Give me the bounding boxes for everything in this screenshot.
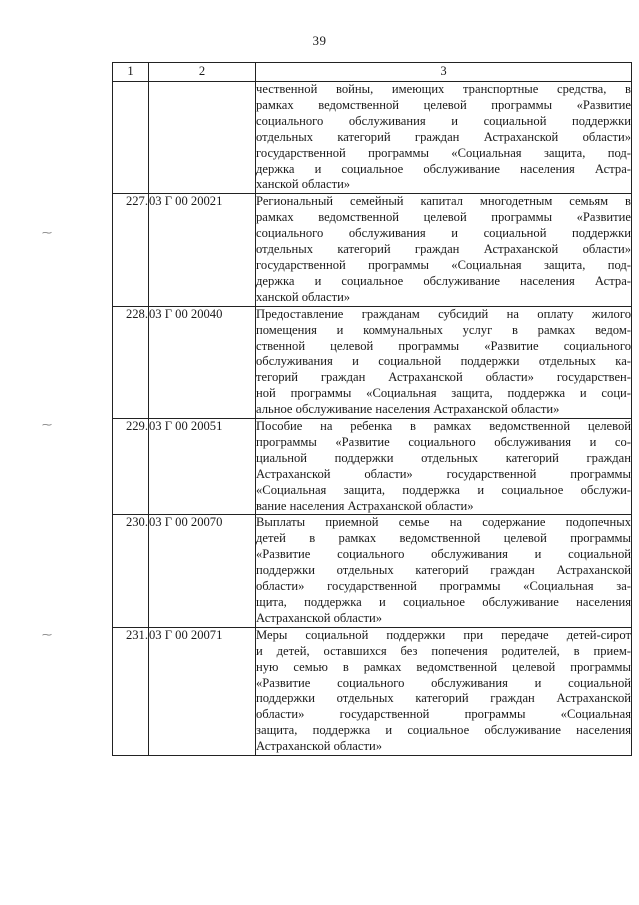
- description-line: области» государственной программы «Социальная за-: [256, 579, 631, 594]
- column-header-3: 3: [256, 63, 632, 82]
- row-number: [113, 82, 149, 194]
- classification-code: 03 Г 00 20021: [149, 194, 256, 306]
- row-number: 227.: [113, 194, 149, 306]
- description-line: «Развитие социального обслуживания и социальной: [256, 547, 631, 562]
- description-line: государственной программы «Социальная защита, под-: [256, 145, 631, 160]
- description-line: щита, поддержка и социальное обслуживание населения: [256, 595, 631, 609]
- description-line: держка и социальное обслуживание населения Астра-: [256, 273, 631, 288]
- description-line: детей в рамках ведомственной целевой программы: [256, 531, 631, 546]
- description-line: держка и социальное обслуживание населения Астра-: [256, 161, 631, 176]
- description-line: Астраханской области» государственной программы: [256, 466, 631, 481]
- description-line: ной программы «Социальная защита, поддержка и соци-: [256, 386, 631, 401]
- description-line: государственной программы «Социальная защита, под-: [256, 257, 631, 272]
- table-row: [113, 82, 632, 194]
- classification-code: 03 Г 00 20040: [149, 306, 256, 418]
- description-line: ханской области»: [256, 289, 351, 304]
- row-number: 231.: [113, 627, 149, 755]
- description-line: Предоставление гражданам субсидий на оплату жилого: [256, 306, 631, 321]
- description-line: ственной целевой программы «Развитие социального: [256, 338, 631, 353]
- table-row: [113, 419, 632, 515]
- description-line: Астраханской области»: [256, 610, 383, 625]
- description-line: обслуживания и социальной поддержки отдельных ка-: [256, 354, 631, 369]
- column-header-2: 2: [149, 63, 256, 82]
- table-header-row: [113, 63, 632, 82]
- row-number: 230.: [113, 515, 149, 627]
- description-line: Выплаты приемной семье на содержание подопечных: [256, 515, 631, 530]
- description-line: отдельных категорий граждан Астраханской области»: [256, 129, 631, 144]
- classification-code: [149, 82, 256, 194]
- description-line: поддержки отдельных категорий граждан Астраханской: [256, 691, 631, 706]
- classification-code: 03 Г 00 20070: [149, 515, 256, 627]
- row-number: 229.: [113, 419, 149, 515]
- description-line: чественной войны, имеющих транспортные средства, в: [256, 82, 631, 96]
- description-line: социального обслуживания и социальной поддержки: [256, 113, 631, 128]
- description-line: рамках ведомственной целевой программы «Развитие: [256, 97, 631, 112]
- classification-code: 03 Г 00 20051: [149, 419, 256, 515]
- scan-mark: ⁓: [42, 630, 52, 641]
- description-line: «Развитие социального обслуживания и социальной: [256, 675, 631, 690]
- description-line: рамках ведомственной целевой программы «Развитие: [256, 210, 631, 225]
- budget-classification-table: [112, 62, 632, 756]
- description-line: социального обслуживания и социальной поддержки: [256, 226, 631, 241]
- description-line: защита, поддержка и социальное обслуживание населения: [256, 723, 631, 738]
- description-line: альное обслуживание населения Астраханской области»: [256, 402, 560, 417]
- description-line: отдельных категорий граждан Астраханской области»: [256, 242, 631, 257]
- description-line: ханской области»: [256, 177, 351, 192]
- page-number: 39: [312, 33, 327, 48]
- description-line: программы «Развитие социального обслуживания и со-: [256, 434, 631, 449]
- scan-mark: ⁓: [42, 228, 52, 239]
- table-row: [113, 627, 632, 755]
- expense-description: [256, 515, 632, 627]
- description-line: тегорий граждан Астраханской области» государствен-: [256, 370, 631, 385]
- expense-description: [256, 627, 632, 755]
- description-line: циальной поддержки отдельных категорий граждан: [256, 450, 631, 465]
- table-row: [113, 194, 632, 306]
- scan-mark: ⁓: [42, 420, 52, 431]
- description-line: поддержки отдельных категорий граждан Астраханской: [256, 563, 631, 578]
- description-line: Региональный семейный капитал многодетным семьям в: [256, 194, 631, 209]
- expense-description: [256, 419, 632, 515]
- classification-code: 03 Г 00 20071: [149, 627, 256, 755]
- expense-description: [256, 306, 632, 418]
- expense-description: [256, 82, 632, 194]
- table-body: [113, 82, 632, 756]
- column-header-1: 1: [113, 63, 149, 82]
- expense-description: [256, 194, 632, 306]
- description-line: ную семью в рамках ведомственной целевой программы: [256, 659, 631, 674]
- row-number: 228.: [113, 306, 149, 418]
- description-line: вание населения Астраханской области»: [256, 498, 474, 513]
- description-line: области» государственной программы «Социальная: [256, 707, 631, 722]
- description-line: Пособие на ребенка в рамках ведомственной целевой: [256, 419, 631, 434]
- description-line: помещения и коммунальных услуг в рамках ведом-: [256, 322, 631, 337]
- table-row: [113, 515, 632, 627]
- description-line: «Социальная защита, поддержка и социальное обслужи-: [256, 482, 631, 497]
- table-row: [113, 306, 632, 418]
- description-line: Меры социальной поддержки при передаче детей-сирот: [256, 627, 631, 642]
- description-line: и детей, оставшихся без попечения родителей, в прием-: [256, 643, 631, 658]
- description-line: Астраханской области»: [256, 739, 383, 754]
